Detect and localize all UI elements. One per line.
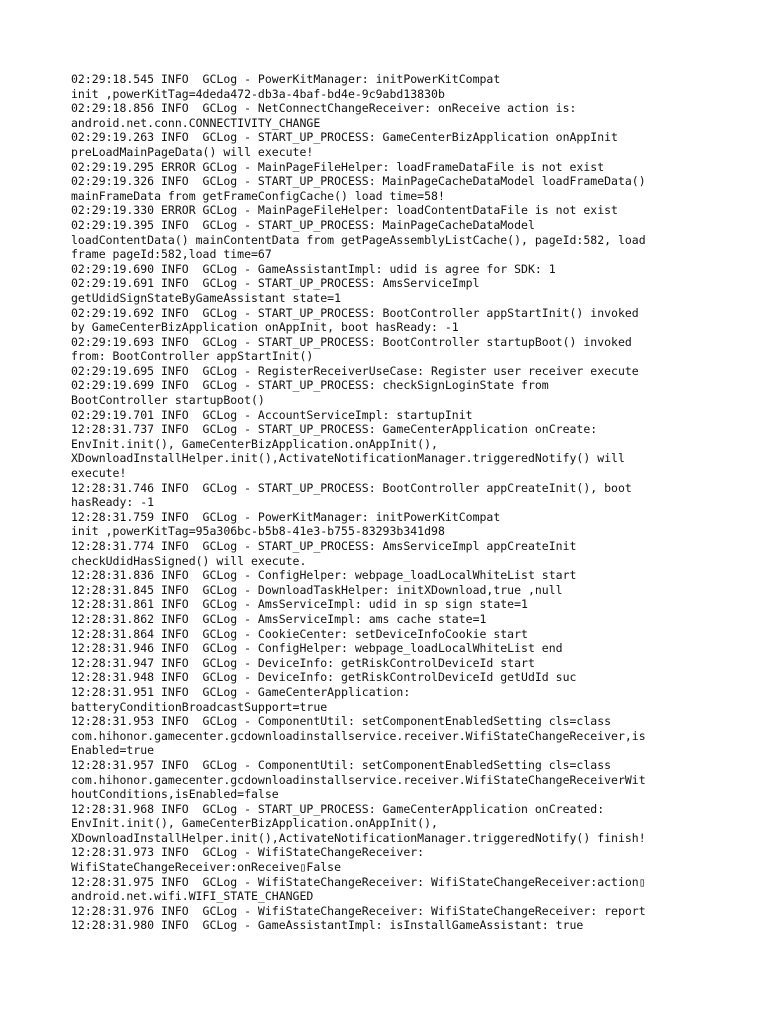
log-line: android.net.conn.CONNECTIVITY_CHANGE	[71, 115, 321, 130]
log-line: 12:28:31.976 INFO GCLog - WifiStateChangeReceiver: WifiStateChangeReceiver: report	[71, 903, 646, 918]
log-line: 02:29:19.395 INFO GCLog - START_UP_PROCESS: MainPageCacheDataModel	[71, 217, 535, 232]
log-line: EnvInit.init(), GameCenterBizApplication.onAppInit(),	[71, 816, 438, 831]
log-line: 12:28:31.951 INFO GCLog - GameCenterApplication:	[71, 684, 411, 699]
log-line: execute!	[71, 466, 127, 481]
log-line: 02:29:18.545 INFO GCLog - PowerKitManager: initPowerKitCompat	[71, 72, 501, 86]
log-line: 12:28:31.947 INFO GCLog - DeviceInfo: getRiskControlDeviceId start	[71, 655, 535, 670]
log-line: checkUdidHasSigned() will execute.	[71, 553, 307, 568]
log-line: 02:29:19.693 INFO GCLog - START_UP_PROCESS: BootController startupBoot() invoked	[71, 334, 632, 349]
log-line: houtConditions,isEnabled=false	[71, 787, 279, 802]
log-line: com.hihonor.gamecenter.gcdownloadinstallservice.receiver.WifiStateChangeReceiver,is	[71, 728, 646, 743]
log-line: hasReady: -1	[71, 495, 155, 510]
log-line: android.net.wifi.WIFI_STATE_CHANGED	[71, 889, 314, 904]
log-line: 02:29:19.263 INFO GCLog - START_UP_PROCESS: GameCenterBizApplication onAppInit	[71, 130, 618, 145]
log-line: 12:28:31.948 INFO GCLog - DeviceInfo: getRiskControlDeviceId getUdId suc	[71, 670, 577, 685]
log-line: loadContentData() mainContentData from getPageAssemblyListCache(), pageId:582, load	[71, 232, 646, 247]
log-line: 02:29:19.295 ERROR GCLog - MainPageFileHelper: loadFrameDataFile is not exist	[71, 159, 605, 174]
log-line: 02:29:19.701 INFO GCLog - AccountServiceImpl: startupInit	[71, 407, 473, 422]
log-line: 02:29:19.692 INFO GCLog - START_UP_PROCESS: BootController appStartInit() invoked	[71, 305, 639, 320]
log-line: com.hihonor.gamecenter.gcdownloadinstallservice.receiver.WifiStateChangeReceiverWit	[71, 772, 646, 787]
log-line: 12:28:31.946 INFO GCLog - ConfigHelper: webpage_loadLocalWhiteList end	[71, 641, 563, 656]
log-line: 02:29:19.691 INFO GCLog - START_UP_PROCESS: AmsServiceImpl	[71, 276, 480, 291]
log-line: 12:28:31.864 INFO GCLog - CookieCenter: setDeviceInfoCookie start	[71, 626, 528, 641]
log-line: 12:28:31.980 INFO GCLog - GameAssistantImpl: isInstallGameAssistant: true	[71, 918, 584, 933]
log-line: preLoadMainPageData() will execute!	[71, 144, 314, 159]
log-line: 02:29:19.695 INFO GCLog - RegisterReceiverUseCase: Register user receiver execute	[71, 363, 639, 378]
log-line: init ,powerKitTag=4deda472-db3a-4baf-bd4e-9c9abd13830b	[71, 86, 445, 101]
log-text-block	[71, 72, 701, 933]
log-line: 02:29:19.690 INFO GCLog - GameAssistantImpl: udid is agree for SDK: 1	[71, 261, 556, 276]
log-line: 02:29:19.330 ERROR GCLog - MainPageFileHelper: loadContentDataFile is not exist	[71, 203, 618, 218]
log-line: 12:28:31.973 INFO GCLog - WifiStateChangeReceiver:	[71, 845, 425, 860]
log-line: 12:28:31.836 INFO GCLog - ConfigHelper: webpage_loadLocalWhiteList start	[71, 568, 577, 583]
log-line: BootController startupBoot()	[71, 393, 265, 408]
log-line: 12:28:31.861 INFO GCLog - AmsServiceImpl: udid in sp sign state=1	[71, 597, 528, 612]
log-line: 12:28:31.845 INFO GCLog - DownloadTaskHelper: initXDownload,true ,null	[71, 582, 563, 597]
log-line: EnvInit.init(), GameCenterBizApplication.onAppInit(),	[71, 436, 438, 451]
log-line: 12:28:31.774 INFO GCLog - START_UP_PROCESS: AmsServiceImpl appCreateInit	[71, 539, 577, 553]
log-line: 12:28:31.968 INFO GCLog - START_UP_PROCESS: GameCenterApplication onCreated:	[71, 801, 605, 816]
log-line: init ,powerKitTag=95a306bc-b5b8-41e3-b755-83293b341d98	[71, 524, 445, 539]
log-line: 02:29:19.326 INFO GCLog - START_UP_PROCESS: MainPageCacheDataModel loadFrameData()	[71, 174, 646, 189]
log-line: 12:28:31.746 INFO GCLog - START_UP_PROCESS: BootController appCreateInit(), boot	[71, 480, 632, 495]
log-line: Enabled=true	[71, 743, 155, 758]
log-line: getUdidSignStateByGameAssistant state=1	[71, 290, 342, 305]
log-line: batteryConditionBroadcastSupport=true	[71, 699, 328, 714]
log-line: 12:28:31.737 INFO GCLog - START_UP_PROCESS: GameCenterApplication onCreate:	[71, 422, 598, 437]
log-line: frame pageId:582,load time=67	[71, 247, 272, 262]
log-line: 12:28:31.957 INFO GCLog - ComponentUtil: setComponentEnabledSetting cls=class	[71, 757, 612, 772]
log-line: 12:28:31.975 INFO GCLog - WifiStateChangeReceiver: WifiStateChangeReceiver:action▯	[71, 874, 646, 889]
log-line: 12:28:31.953 INFO GCLog - ComponentUtil: setComponentEnabledSetting cls=class	[71, 714, 612, 729]
log-line: 02:29:19.699 INFO GCLog - START_UP_PROCESS: checkSignLoginState from	[71, 378, 549, 393]
log-line: WifiStateChangeReceiver:onReceive▯False	[71, 860, 342, 875]
log-line: XDownloadInstallHelper.init(),ActivateNotificationManager.triggeredNotify() will	[71, 451, 625, 466]
log-line: 12:28:31.862 INFO GCLog - AmsServiceImpl: ams cache state=1	[71, 611, 487, 626]
log-line: 02:29:18.856 INFO GCLog - NetConnectChangeReceiver: onReceive action is:	[71, 101, 577, 116]
log-line: XDownloadInstallHelper.init(),ActivateNotificationManager.triggeredNotify() finish!	[71, 830, 646, 845]
log-line: from: BootController appStartInit()	[71, 349, 314, 364]
log-line: 12:28:31.759 INFO GCLog - PowerKitManager: initPowerKitCompat	[71, 509, 501, 524]
log-line: mainFrameData from getFrameConfigCache() load time=58!	[71, 188, 445, 203]
log-line: by GameCenterBizApplication onAppInit, boot hasReady: -1	[71, 320, 459, 335]
